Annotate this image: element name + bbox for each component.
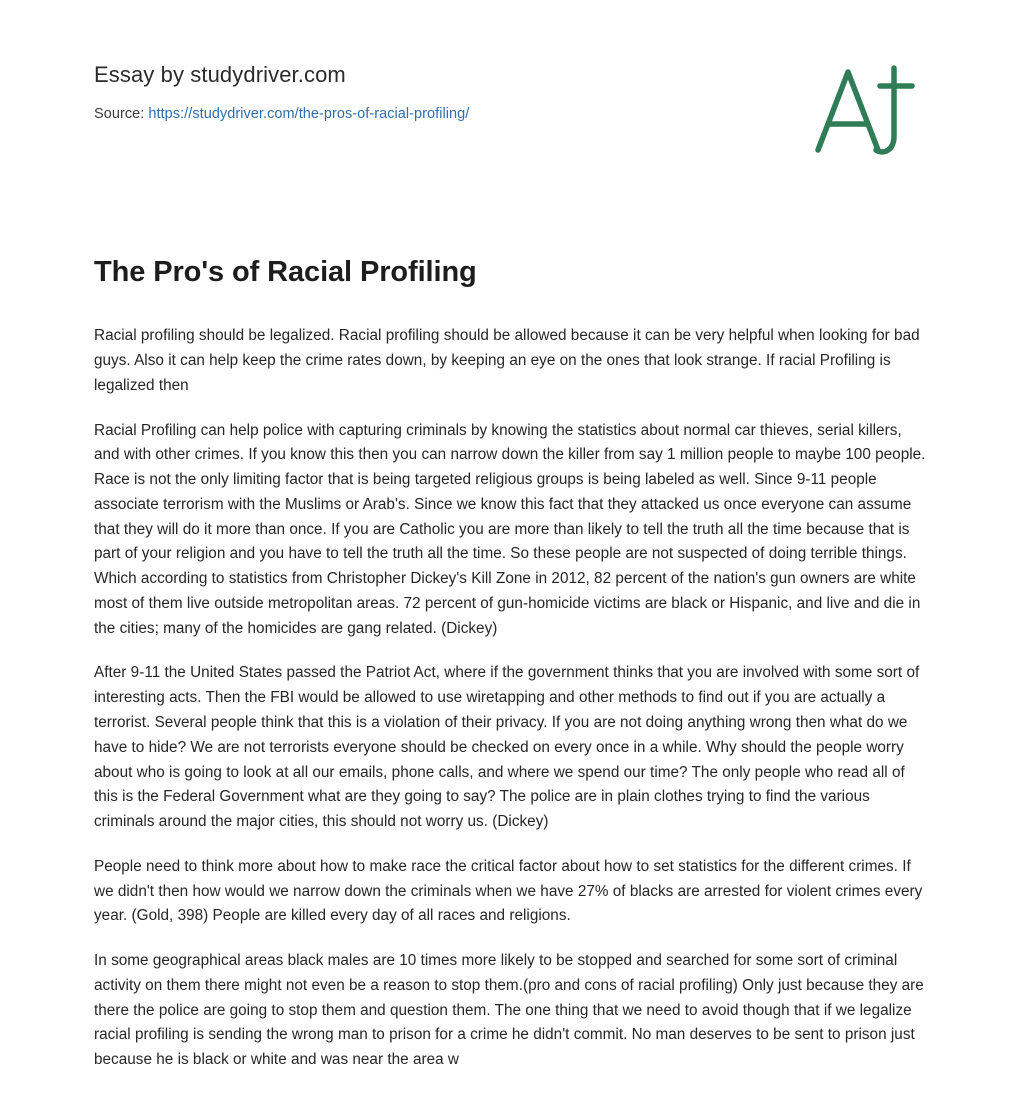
essay-by-prefix: Essay by [94, 62, 191, 87]
source-line [94, 106, 930, 122]
essay-byline [94, 62, 930, 88]
studydriver-monogram-icon [808, 58, 928, 163]
source-url-link[interactable]: https://studydriver.com/the-pros-of-racial-profiling/ [148, 106, 470, 123]
page-title: The Pro's of Racial Profiling [94, 256, 477, 288]
document-header [0, 0, 1024, 200]
brand-name: studydriver.com [190, 62, 346, 87]
paragraph: Racial profiling should be legalized. Racial profiling should be allowed because it can be very helpful when looking for bad guys. Also it can help keep the crime rates down, by keeping an eye on the ones that look strange. If racial Profiling is legalized then [94, 327, 920, 394]
paragraph: In some geographical areas black males are 10 times more likely to be stopped and searched for some sort of criminal activity on them there might not even be a reason to stop them.(pro and cons of racial profiling) Only just because they are there the police are going to stop them and question them. The one thing that we need to avoid though that if we legalize racial profiling is sending the wrong man to prison for a crime he didn't commit. No man deserves to be sent to prison just because he is black or white and was near the area w [94, 952, 924, 1069]
paragraph: After 9-11 the United States passed the Patriot Act, where if the government thinks that you are involved with some sort of interesting acts. Then the FBI would be allowed to use wiretapping and other methods to find out if you are actually a terrorist. Several people think that this is a violation of their privacy. If you are not doing anything wrong then what do we have to hide? We are not terrorists everyone should be checked on every once in a while. Why should the people worry about who is going to look at all our emails, phone calls, and where we spend our time? The only people who read all of this is the Federal Government what are they going to say? The police are in plain clothes trying to find the various criminals around the major cities, this should not worry us. (Dickey) [94, 664, 920, 831]
paragraph: Racial Profiling can help police with capturing criminals by knowing the statistics about normal car thieves, serial killers, and with other crimes. If you know this then you can narrow down the killer from say 1 million people to maybe 100 people. Race is not the only limiting factor that is being targeted religious groups is being labeled as well. Since 9-11 people associate terrorism with the Muslims or Arab's. Since we know this fact that they attacked us once everyone can assume that they will do it more than once. If you are Catholic you are more than likely to tell the truth all the time because that is part of your religion and you have to tell the truth all the time. So these people are not suspected of doing terrible things. Which according to statistics from Christopher Dickey's Kill Zone in 2012, 82 percent of the nation's gun owners are white most of them live outside metropolitan areas. 72 percent of gun-homicide victims are black or Hispanic, and live and die in the cities; many of the homicides are gang related. (Dickey) [94, 421, 926, 637]
paragraph: People need to think more about how to make race the critical factor about how to set statistics for the different crimes. If we didn't then how would we narrow down the criminals when we have 27% of blacks are arrested for violent crimes every year. (Gold, 398) People are killed every day of all races and religions. [94, 857, 923, 925]
source-label: Source: [94, 106, 149, 123]
document-body [0, 254, 1024, 1113]
